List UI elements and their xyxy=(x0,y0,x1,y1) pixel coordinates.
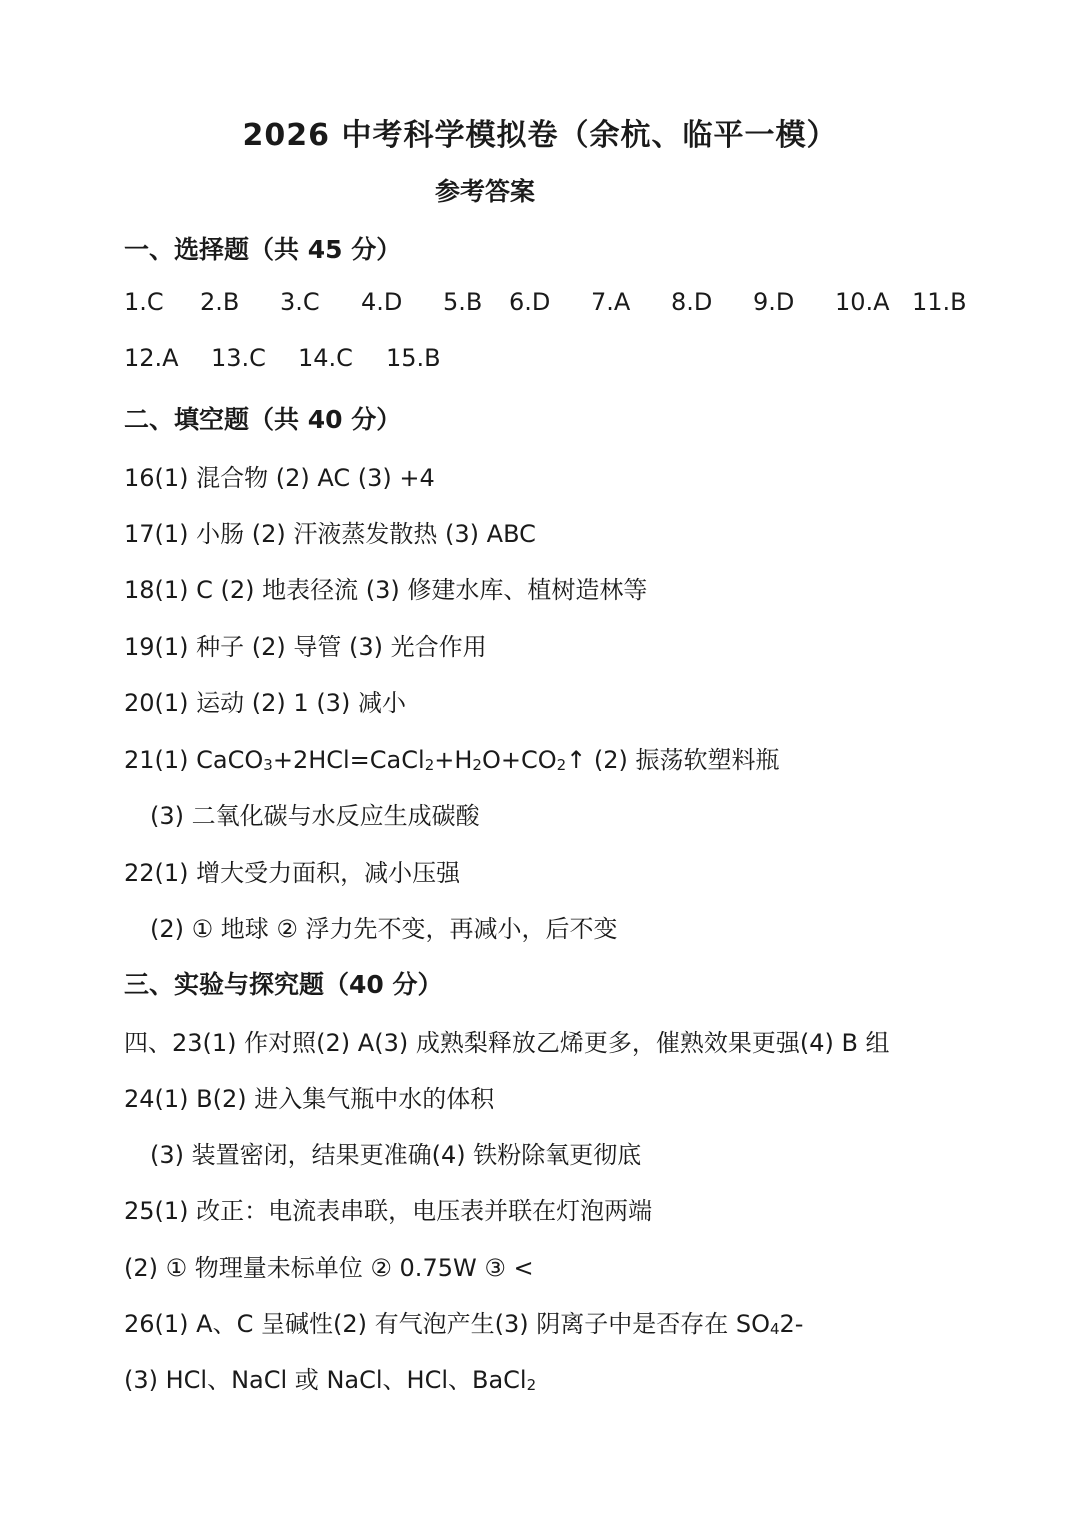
answer-q24-line2: (3) 装置密闭，结果更准确(4) 铁粉除氧更彻底 xyxy=(150,1141,642,1169)
mc-answer: 5.B xyxy=(443,288,483,316)
mc-answers-row-2 xyxy=(124,344,524,384)
q21-text: ↑ (2) 振荡软塑料瓶 xyxy=(566,746,780,774)
subscript: 2 xyxy=(472,756,482,774)
q26-text: 2- xyxy=(779,1310,804,1338)
mc-answer: 10.A xyxy=(835,288,890,316)
q21-text: 21(1) CaCO xyxy=(124,746,264,774)
answer-q16: 16(1) 混合物 (2) AC (3) +4 xyxy=(124,464,435,492)
answer-q24-line1: 24(1) B(2) 进入集气瓶中水的体积 xyxy=(124,1085,495,1113)
q21-text: +2HCl=CaCl xyxy=(272,746,425,774)
mc-answer: 11.B xyxy=(912,288,967,316)
answer-q26-line2 xyxy=(124,1360,536,1395)
q21-text: +H xyxy=(434,746,473,774)
mc-answer: 3.C xyxy=(280,288,320,316)
subscript: 2 xyxy=(556,756,567,774)
mc-answer: 9.D xyxy=(753,288,795,316)
section-heading-fill: 二、填空题（共 40 分） xyxy=(124,405,402,434)
answer-q17: 17(1) 小肠 (2) 汗液蒸发散热 (3) ABC xyxy=(124,520,536,548)
mc-answers-row-1 xyxy=(124,288,984,328)
mc-answer: 4.D xyxy=(361,288,403,316)
q26-text: (3) HCl、NaCl 或 NaCl、HCl、BaCl xyxy=(124,1366,527,1394)
page-subtitle: 参考答案 xyxy=(434,177,535,206)
subscript: 2 xyxy=(424,756,435,774)
answer-q22-line1: 22(1) 增大受力面积，减小压强 xyxy=(124,859,461,887)
section-heading-choice: 一、选择题（共 45 分） xyxy=(124,235,402,264)
mc-answer: 6.D xyxy=(509,288,551,316)
answer-q20: 20(1) 运动 (2) 1 (3) 减小 xyxy=(124,689,406,717)
subscript: 4 xyxy=(769,1320,780,1338)
answer-q22-line2: (2) ① 地球 ② 浮力先不变，再减小，后不变 xyxy=(150,915,618,943)
answer-q18: 18(1) C (2) 地表径流 (3) 修建水库、植树造林等 xyxy=(124,576,648,604)
page-title: 2026 中考科学模拟卷（余杭、临平一模） xyxy=(242,118,838,153)
answer-q25-line1: 25(1) 改正：电流表串联，电压表并联在灯泡两端 xyxy=(124,1197,653,1225)
mc-answer: 1.C xyxy=(124,288,164,316)
answer-q21-line2: (3) 二氧化碳与水反应生成碳酸 xyxy=(150,802,480,830)
section-heading-experiment: 三、实验与探究题（40 分） xyxy=(124,970,443,999)
answer-q25-line2: (2) ① 物理量未标单位 ② 0.75W ③ < xyxy=(124,1254,534,1282)
answer-q19: 19(1) 种子 (2) 导管 (3) 光合作用 xyxy=(124,633,487,661)
subscript: 2 xyxy=(526,1376,537,1394)
answer-q23: 四、23(1) 作对照(2) A(3) 成熟梨释放乙烯更多，催熟效果更强(4) B 组 xyxy=(124,1029,890,1057)
mc-answer: 15.B xyxy=(386,344,441,372)
q21-text: O+CO xyxy=(481,746,557,774)
q26-text: 26(1) A、C 呈碱性(2) 有气泡产生(3) 阴离子中是否存在 SO xyxy=(124,1310,770,1338)
mc-answer: 14.C xyxy=(298,344,353,372)
answer-q26-line1 xyxy=(124,1304,803,1339)
answer-q21-line1 xyxy=(124,740,780,775)
subscript: 3 xyxy=(263,756,273,774)
mc-answer: 2.B xyxy=(200,288,240,316)
mc-answer: 7.A xyxy=(591,288,631,316)
mc-answer: 12.A xyxy=(124,344,179,372)
mc-answer: 8.D xyxy=(671,288,713,316)
mc-answer: 13.C xyxy=(211,344,266,372)
